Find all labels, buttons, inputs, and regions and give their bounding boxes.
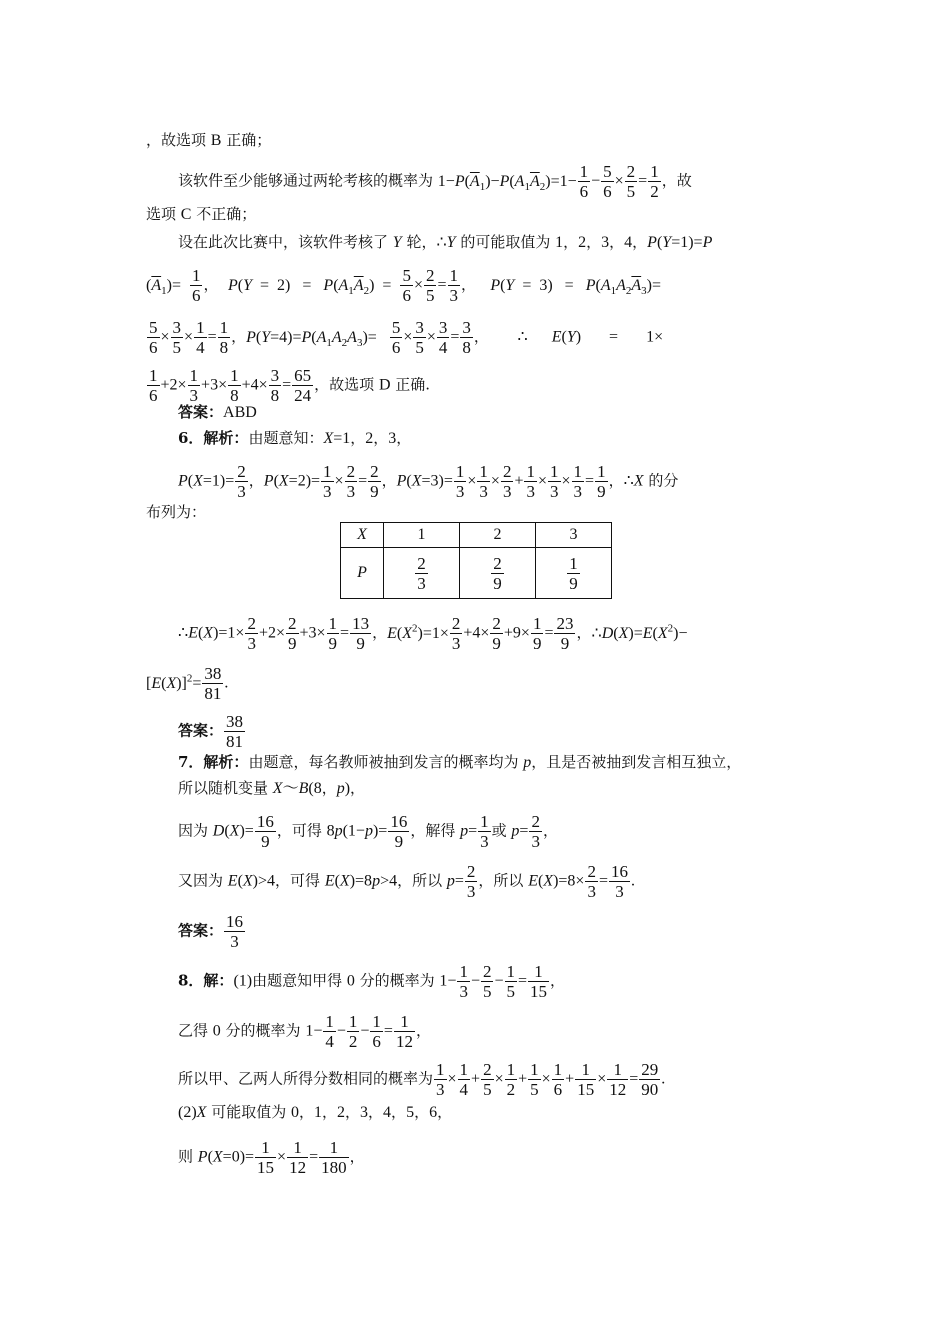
answer-line: 答案： $\frac{16}{3}$: [178, 912, 244, 951]
text-line: $\frac{1}{6}$ +2× $\frac{1}{3}$ +3× $\frac{1}{8}$ +4× $\frac{3}{8}$ = $\frac{65}{24}$ ，故选项 D 正确.: [149, 366, 431, 405]
answer-line: 答案： $\frac{38}{81}$: [178, 712, 244, 751]
table-cell: $\frac{2}{3}$: [384, 548, 460, 599]
table-header-row: [341, 523, 612, 548]
answer-value: ABD: [223, 404, 257, 421]
text-line: 设在此次比赛中，该软件考核了 Y 轮，∴Y 的可能取值为 1，2，3，4，P(Y=1)=P: [178, 233, 713, 251]
text-line: 所以随机变量 X～B(8，p)，: [178, 779, 366, 797]
text-line: 7．解析：由题意，每名教师被抽到发言的概率均为 p，且是否被抽到发言相互独立，: [178, 753, 742, 771]
text-line: 因为 D(X)= $\frac{16}{9}$ ，可得 8p(1−p)= $\frac{16}{9}$ ，解得 p= $\frac{1}{3}$ 或 p= $\frac{2}{3}$ ，: [178, 812, 558, 851]
answer-label: 答案：: [178, 721, 224, 740]
text-line: $[E(X)]^2=$ $\frac{38}{81}$ .: [146, 664, 229, 703]
table-cell: X: [341, 523, 384, 548]
text-line: 又因为 E(X)>4，可得 E(X)=8p>4，所以 p= $\frac{2}{3}$ ，所以 E(X)=8× $\frac{2}{3}$ = $\frac{16}{3}$ .: [178, 862, 635, 901]
table-cell: P: [341, 548, 384, 599]
text-line: 选项 C 不正确；: [146, 205, 257, 223]
text-line: $\frac{5}{6}$ × $\frac{3}{5}$ × $\frac{1}{4}$ = $\frac{1}{8}$ ，$P(Y=4)=P(A_1A_2A_3)=$ $\frac{5}{6}$ × $\frac{3}{5}$ × $\frac{3}{4}$ = $\frac{3}{8}$ ， ∴ E(Y) = 1×: [149, 318, 664, 357]
text-line: $(\overline{A}_1)=$ $\frac{1}{6}$ ， $P(Y = 2) = P(A_1\overline{A}_2)$ = $\frac{5}{6}$ × $\frac{2}{5}$ = $\frac{1}{3}$ ， $P(Y = 3) = P(A_1A_2\overline{A}_3)=$: [146, 266, 662, 305]
table-cell: 2: [460, 523, 536, 548]
table-cell: $\frac{2}{9}$: [460, 548, 536, 599]
text-line: 布列为：: [146, 503, 207, 521]
table-cell: 3: [536, 523, 612, 548]
text-line: 乙得 0 分的概率为 1− $\frac{1}{4}$ − $\frac{1}{2}$ − $\frac{1}{6}$ = $\frac{1}{12}$ ，: [178, 1012, 431, 1051]
text-line: 该软件至少能够通过两轮考核的概率为 $1-P(\overline{A}_1)-P(A_1\overline{A}_2)=1-$ $\frac{1}{6}$ − $\frac{5}{6}$ × $\frac{2}{5}$ = $\frac{1}{2}$ ，故: [178, 162, 692, 201]
answer-line: [178, 402, 257, 423]
answer-label: 答案：: [178, 921, 224, 940]
answer-label: 答案：: [178, 403, 224, 421]
text-line: 8．解：(1)由题意知甲得 0 分的概率为 1− $\frac{1}{3}$ − $\frac{2}{5}$ − $\frac{1}{5}$ = $\frac{1}{15}$ ，: [178, 962, 566, 1001]
table-cell: $\frac{1}{9}$: [536, 548, 612, 599]
text-line: 6．解析：由题意知：X=1，2，3，: [178, 429, 412, 447]
section-label: 8．解：: [178, 971, 234, 990]
text-line: 则 P(X=0)= $\frac{1}{15}$ × $\frac{1}{12}$ = $\frac{1}{180}$ ，: [178, 1138, 365, 1177]
text-line: 所以甲、乙两人所得分数相同的概率为 $\frac{1}{3}$ × $\frac{1}{4}$ + $\frac{2}{5}$ × $\frac{1}{2}$ + $\frac{1}{5}$ × $\frac{1}{6}$ + $\frac{1}{15}$ × $\frac{1}{12}$ = $\frac{29}{90}$ .: [178, 1060, 666, 1099]
table-cell: 1: [384, 523, 460, 548]
text-line: ，故选项 B 正确；: [146, 131, 272, 149]
distribution-table: [340, 522, 612, 599]
text-line: (2)X 可能取值为 0，1，2，3，4，5，6，: [178, 1103, 453, 1121]
table-row: [341, 548, 612, 599]
section-label: 6．解析：: [178, 429, 249, 447]
section-label: 7．解析：: [178, 753, 249, 771]
text-line: P(X=1)= $\frac{2}{3}$ ，P(X=2)= $\frac{1}{3}$ × $\frac{2}{3}$ = $\frac{2}{9}$ ，P(X=3)= $\frac{1}{3}$ × $\frac{1}{3}$ × $\frac{2}{3}$ + $\frac{1}{3}$ × $\frac{1}{3}$ × $\frac{1}{3}$ = $\frac{1}{9}$ ，∴X 的分: [178, 462, 679, 501]
text-line: ∴E(X)=1× $\frac{2}{3}$ +2× $\frac{2}{9}$ +3× $\frac{1}{9}$ = $\frac{13}{9}$ ，$E(X^2)=1\times$ $\frac{2}{3}$ +4× $\frac{2}{9}$ +9× $\frac{1}{9}$ = $\frac{23}{9}$ ，$\therefore D(X)=E(X^2)-$: [178, 614, 688, 653]
